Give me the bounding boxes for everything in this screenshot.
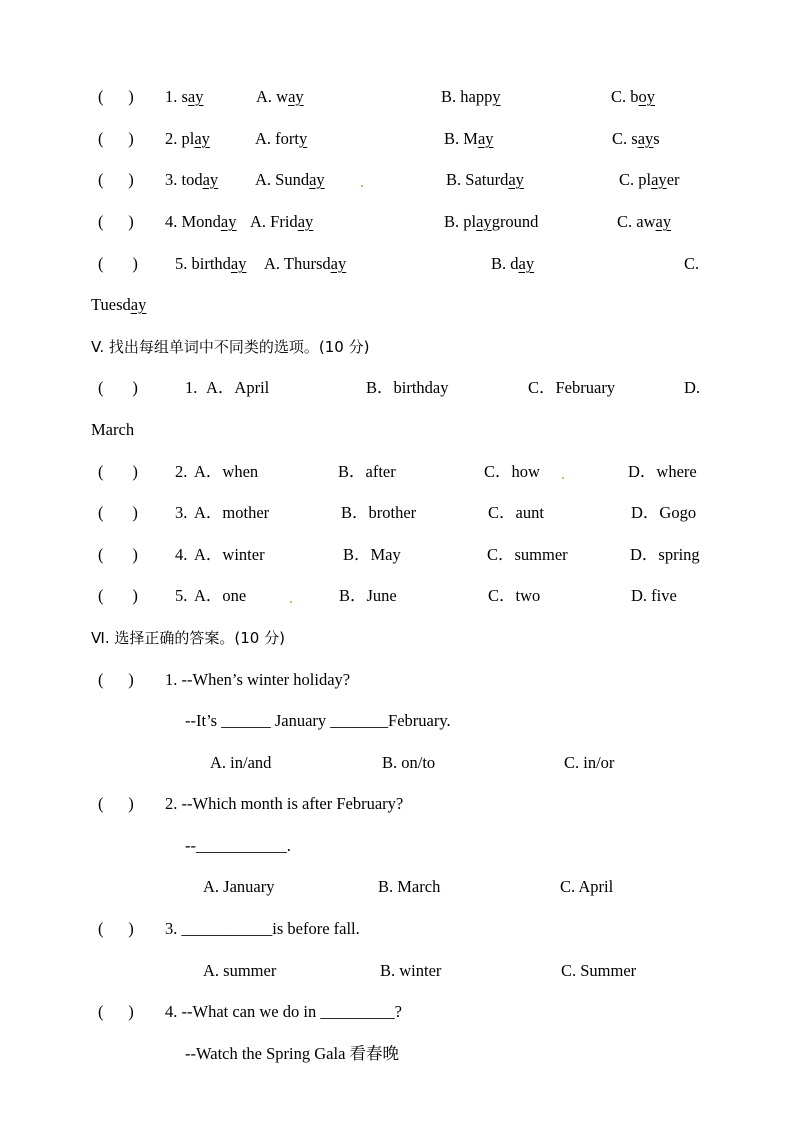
ink-speck <box>361 185 363 187</box>
answer-paren: ( ) <box>98 254 138 273</box>
answer-paren: ( ) <box>98 462 138 481</box>
answer-paren: ( ) <box>98 545 138 564</box>
answer-paren: ( ) <box>98 1002 134 1021</box>
answer-paren: ( ) <box>98 919 134 938</box>
s4-word: 4. Monday <box>165 212 237 231</box>
option-a: A. in/and <box>210 753 272 772</box>
option-b: B. on/to <box>382 753 436 772</box>
option-c: C．summer <box>487 545 568 564</box>
option-c: C．how <box>484 462 540 481</box>
question-number: 4. <box>175 545 188 564</box>
option-b: B．birthday <box>366 378 449 397</box>
answer-paren: ( ) <box>98 670 134 689</box>
answer-paren: ( ) <box>98 586 138 605</box>
option-a: A. way <box>256 87 304 106</box>
option-b: B．brother <box>341 503 417 522</box>
option-b: B．after <box>338 462 396 481</box>
option-a: A．winter <box>194 545 265 564</box>
s4-word: 5. birthday <box>175 254 247 273</box>
option-a: A. Friday <box>250 212 314 231</box>
option-b: B. March <box>378 877 441 896</box>
question-stem: 3. ___________is before fall. <box>165 919 360 938</box>
s4-word: 2. play <box>165 129 210 148</box>
option-a: A．April <box>206 378 270 397</box>
option-c: C. says <box>612 129 660 148</box>
answer-paren: ( ) <box>98 503 138 522</box>
option-c: C. in/or <box>564 753 615 772</box>
option-d: D．spring <box>630 545 700 564</box>
question-answer-line: --___________. <box>185 836 291 855</box>
option-b: B．June <box>339 586 397 605</box>
answer-paren: ( ) <box>98 87 134 106</box>
option-b: B．May <box>343 545 401 564</box>
option-b: B. winter <box>380 961 442 980</box>
option-d: D．where <box>628 462 697 481</box>
question-answer-line: --It’s ______ January _______February. <box>185 711 451 730</box>
option-a: A．mother <box>194 503 270 522</box>
question-number: 1. <box>185 378 198 397</box>
ink-speck <box>562 477 564 479</box>
option-c: C．February <box>528 378 616 397</box>
option-c: C. away <box>617 212 672 231</box>
option-a: A. forty <box>255 129 308 148</box>
s4-word: 3. today <box>165 170 219 189</box>
answer-paren: ( ) <box>98 170 134 189</box>
option-b: B. playground <box>444 212 539 231</box>
section5-heading: V. 找出每组单词中不同类的选项。(10 分) <box>91 338 370 356</box>
question-answer-line: --Watch the Spring Gala 看春晚 <box>185 1044 400 1063</box>
option-b: B. May <box>444 129 494 148</box>
option-c: C. boy <box>611 87 656 106</box>
option-d: D．Gogo <box>631 503 697 522</box>
option-b: B. day <box>491 254 535 273</box>
option-c: C. player <box>619 170 680 189</box>
option-a: A. January <box>203 877 275 896</box>
option-b: B. Saturday <box>446 170 524 189</box>
ink-speck <box>290 601 292 603</box>
question-stem: 4. --What can we do in _________? <box>165 1002 402 1021</box>
option-a: A. summer <box>203 961 277 980</box>
option-c-wrapped: Tuesday <box>91 295 147 314</box>
option-c: C. April <box>560 877 614 896</box>
question-stem: 2. --Which month is after February? <box>165 794 404 813</box>
option-d: D. <box>684 378 701 397</box>
option-c: C. Summer <box>561 961 637 980</box>
option-c: C．aunt <box>488 503 544 522</box>
question-number: 5. <box>175 586 188 605</box>
option-b: B. happy <box>441 87 501 106</box>
s4-word: 1. say <box>165 87 204 106</box>
option-d: D. five <box>631 586 677 605</box>
section6-heading: Ⅵ. 选择正确的答案。(10 分) <box>91 629 285 647</box>
answer-paren: ( ) <box>98 212 134 231</box>
option-d-wrapped: March <box>91 420 135 439</box>
answer-paren: ( ) <box>98 794 134 813</box>
question-number: 2. <box>175 462 188 481</box>
option-c: C．two <box>488 586 541 605</box>
answer-paren: ( ) <box>98 129 134 148</box>
answer-paren: ( ) <box>98 378 138 397</box>
question-number: 3. <box>175 503 188 522</box>
option-a: A．one <box>194 586 247 605</box>
option-a: A．when <box>194 462 259 481</box>
option-c-label: C. <box>684 254 700 273</box>
question-stem: 1. --When’s winter holiday? <box>165 670 351 689</box>
option-a: A. Sunday <box>255 170 325 189</box>
option-a: A. Thursday <box>264 254 347 273</box>
